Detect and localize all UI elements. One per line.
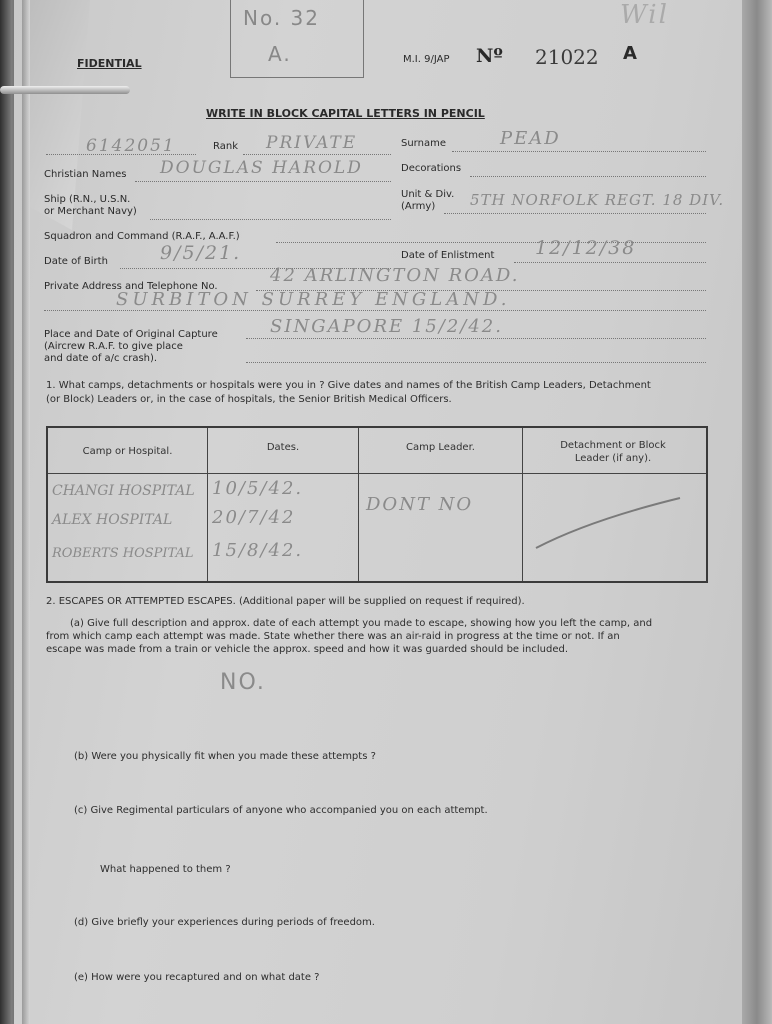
- camp-leader-value: DONT NO: [366, 494, 474, 515]
- ship-label-line1: Ship (R.N., U.S.N.: [44, 194, 131, 205]
- table-row-2-date: 20/7/42: [212, 507, 296, 528]
- question-2c: (c) Give Regimental particulars of anyone who accompanied you on each attempt.: [74, 805, 488, 816]
- service-number-value: 6142051: [86, 136, 176, 156]
- date-of-birth-label: Date of Birth: [44, 256, 108, 267]
- unit-value: 5TH NORFOLK REGT. 18 DIV.: [470, 191, 725, 209]
- capture-value: SINGAPORE 15/2/42.: [270, 316, 503, 337]
- address-label: Private Address and Telephone No.: [44, 281, 218, 292]
- col-header-camp: Camp or Hospital.: [82, 446, 173, 457]
- folder-edge: [742, 0, 772, 1024]
- col-header-detachment-leader: Detachment or Block Leader (if any).: [560, 440, 666, 464]
- table-row-2-camp: ALEX HOSPITAL: [52, 512, 173, 528]
- number-symbol: Nº: [476, 45, 503, 67]
- enlistment-value: 12/12/38: [535, 237, 637, 259]
- surname-label: Surname: [401, 138, 446, 149]
- rank-value: PRIVATE: [266, 133, 358, 153]
- table-row-1-date: 10/5/42.: [212, 478, 304, 499]
- decorations-label: Decorations: [401, 163, 462, 174]
- question-1-line2: (or Block) Leaders or, in the case of hospitals, the Senior British Medical Officers.: [46, 394, 452, 405]
- address-line1: 42 ARLINGTON ROAD.: [270, 265, 520, 286]
- squadron-label: Squadron and Command (R.A.F., A.A.F.): [44, 231, 240, 242]
- page-stack-edge: [22, 0, 30, 1024]
- binding-string: [0, 86, 130, 94]
- ref-code: M.I. 9/JAP: [403, 54, 450, 65]
- answer-2a: NO.: [220, 670, 266, 695]
- table-row-1-camp: CHANGI HOSPITAL: [52, 483, 195, 499]
- question-1-line1: 1. What camps, detachments or hospitals were you in ? Give dates and names of the British Camp Leaders, Detachment: [46, 380, 651, 391]
- surname-value: PEAD: [500, 128, 561, 149]
- enlistment-label: Date of Enlistment: [401, 250, 495, 261]
- date-of-birth-value: 9/5/21.: [160, 242, 242, 264]
- table-row-3-date: 15/8/42.: [212, 540, 304, 561]
- question-2-heading: 2. ESCAPES OR ATTEMPTED ESCAPES. (Additional paper will be supplied on request if required).: [46, 596, 525, 607]
- dash-mark: [530, 490, 690, 560]
- unit-label-line1: Unit & Div.: [401, 189, 455, 200]
- unit-label-line2: (Army): [401, 201, 436, 212]
- serial-suffix: A: [623, 43, 637, 64]
- ship-label-line2: or Merchant Navy): [44, 206, 137, 217]
- question-2b: (b) Were you physically fit when you made these attempts ?: [74, 751, 376, 762]
- capture-label-line2: (Aircrew R.A.F. to give place: [44, 341, 183, 352]
- stamp-letter: A.: [268, 42, 292, 66]
- question-2d: (d) Give briefly your experiences during periods of freedom.: [74, 917, 375, 928]
- serial-number: 21022: [535, 45, 599, 69]
- question-2a-line3: escape was made from a train or vehicle the approx. speed and how it was guarded should be included.: [46, 644, 569, 655]
- corner-note: Wil: [620, 0, 669, 30]
- instruction-heading: WRITE IN BLOCK CAPITAL LETTERS IN PENCIL: [206, 107, 485, 120]
- christian-names-value: DOUGLAS HAROLD: [160, 158, 363, 178]
- question-2e: (e) How were you recaptured and on what date ?: [74, 972, 320, 983]
- col-header-dates: Dates.: [266, 442, 300, 453]
- capture-label-line1: Place and Date of Original Capture: [44, 329, 218, 340]
- question-2a-line1: (a) Give full description and approx. date of each attempt you made to escape, showing how you left the camp, and: [70, 618, 653, 629]
- rank-label: Rank: [213, 141, 238, 152]
- table-row-3-camp: ROBERTS HOSPITAL: [52, 546, 194, 561]
- capture-label-line3: and date of a/c crash).: [44, 353, 158, 364]
- question-2a-line2: from which camp each attempt was made. State whether there was an air-raid in progress at the time or not. If an: [46, 631, 620, 642]
- christian-names-label: Christian Names: [44, 169, 127, 180]
- question-2c-followup: What happened to them ?: [100, 864, 231, 875]
- confidential-mark: FIDENTIAL: [77, 57, 142, 70]
- address-line2: SURBITON SURREY ENGLAND.: [116, 289, 511, 310]
- col-header-camp-leader: Camp Leader.: [406, 442, 475, 453]
- stamp-number: No. 32: [243, 6, 321, 30]
